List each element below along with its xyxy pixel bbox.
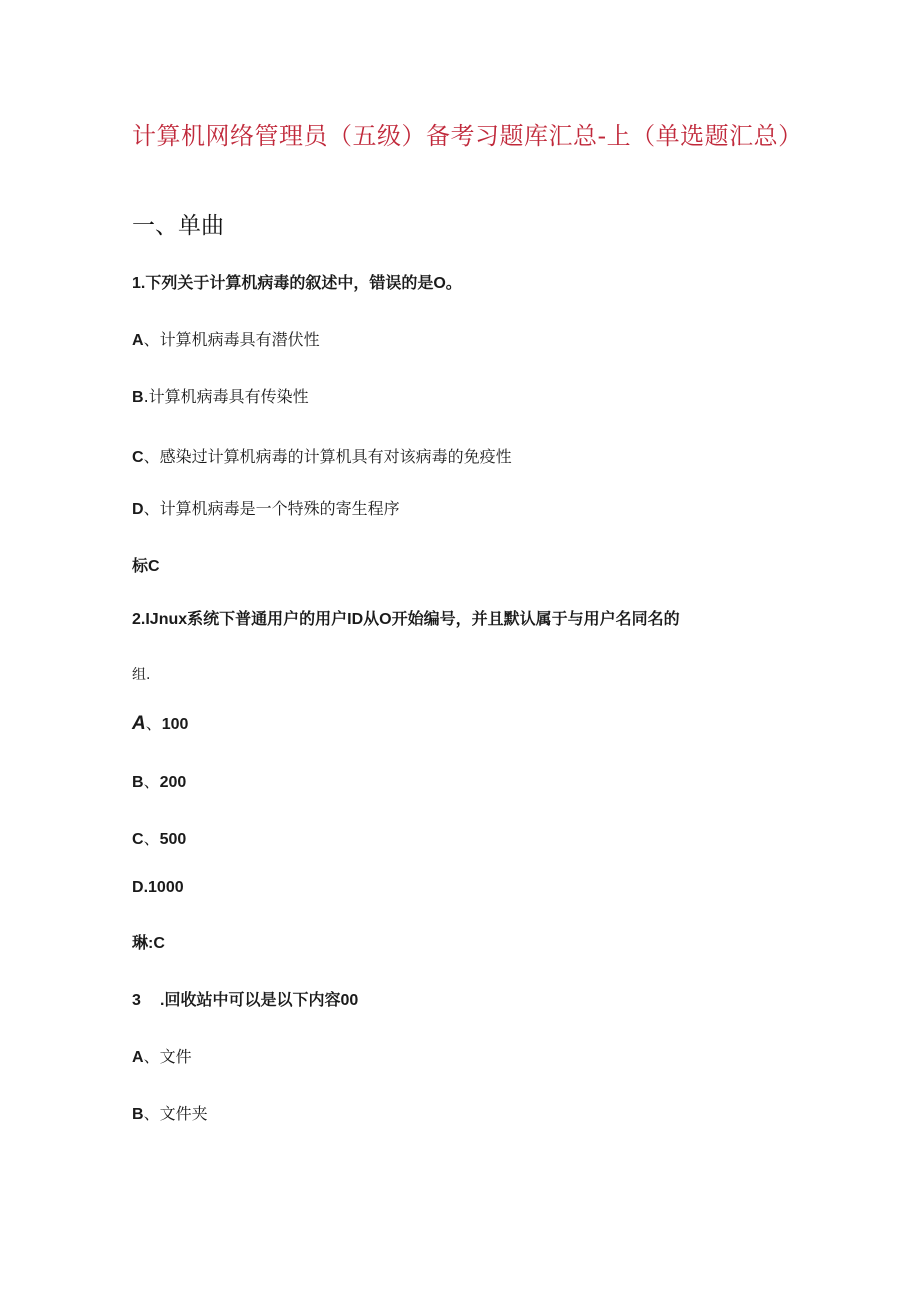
document-title: 计算机网络管理员（五级）备考习题库汇总-上（单选题汇总） xyxy=(132,122,803,150)
option-label: D xyxy=(132,501,144,518)
q2-option-b xyxy=(132,769,186,792)
q3-option-a xyxy=(132,1044,192,1067)
option-sep: 、 xyxy=(143,1047,160,1066)
option-label: B xyxy=(132,774,144,791)
option-text: 100 xyxy=(161,716,189,733)
question-3-text: .回收站中可以是以下内容00 xyxy=(160,992,359,1009)
q1-option-b xyxy=(132,384,309,407)
option-sep: 、 xyxy=(143,829,160,848)
q1-option-c xyxy=(132,444,512,467)
section-heading: 一、单曲 xyxy=(132,213,224,239)
option-label: A xyxy=(132,713,146,734)
q2-answer xyxy=(132,930,165,953)
option-label: B xyxy=(132,1106,144,1123)
option-sep: 、 xyxy=(143,499,160,518)
option-text: 感染过计算机病毒的计算机具有对该病毒的免疫性 xyxy=(159,447,512,466)
option-text: 计算机病毒是一个特殊的寄生程序 xyxy=(159,499,400,518)
question-3-number: 3 xyxy=(132,992,141,1009)
option-sep: . xyxy=(143,879,149,896)
option-text: 200 xyxy=(159,774,187,791)
question-3 xyxy=(132,987,358,1010)
option-text: 文件夹 xyxy=(159,1104,208,1123)
option-label: C xyxy=(132,449,144,466)
option-sep: 、 xyxy=(143,1104,160,1123)
question-2-continuation xyxy=(132,664,150,684)
option-text: 计算机病毒具有传染性 xyxy=(148,387,309,406)
question-2 xyxy=(132,606,680,629)
q1-option-d xyxy=(132,496,400,519)
q1-option-a xyxy=(132,327,320,350)
option-sep: 、 xyxy=(143,330,160,349)
option-text: 1000 xyxy=(148,879,184,896)
answer-text: 琳:C xyxy=(132,935,165,952)
q1-answer xyxy=(132,553,160,576)
option-text: 计算机病毒具有潜伏性 xyxy=(159,330,320,349)
option-text: 500 xyxy=(159,831,187,848)
q2-option-c xyxy=(132,826,186,849)
option-label: A xyxy=(132,332,144,349)
q3-option-b xyxy=(132,1101,208,1124)
question-1-text: 1.下列关于计算机病毒的叙述中，错误的是O。 xyxy=(132,275,462,292)
option-sep: 、 xyxy=(143,447,160,466)
option-label: D xyxy=(132,879,144,896)
q2-option-d xyxy=(132,877,184,897)
q2-option-a xyxy=(132,711,188,735)
option-label: B xyxy=(132,389,144,406)
question-1 xyxy=(132,270,462,293)
option-label: C xyxy=(132,831,144,848)
option-sep: 、 xyxy=(145,714,162,733)
question-2-cont-text: 组. xyxy=(132,667,151,683)
option-sep: . xyxy=(143,387,149,406)
option-label: A xyxy=(132,1049,144,1066)
option-sep: 、 xyxy=(143,772,160,791)
question-2-text: 2.IJnux系统下普通用户的用户ID从O开始编号，并且默认属于与用户名同名的 xyxy=(132,611,680,628)
answer-text: 标C xyxy=(132,558,160,575)
option-text: 文件 xyxy=(159,1047,192,1066)
